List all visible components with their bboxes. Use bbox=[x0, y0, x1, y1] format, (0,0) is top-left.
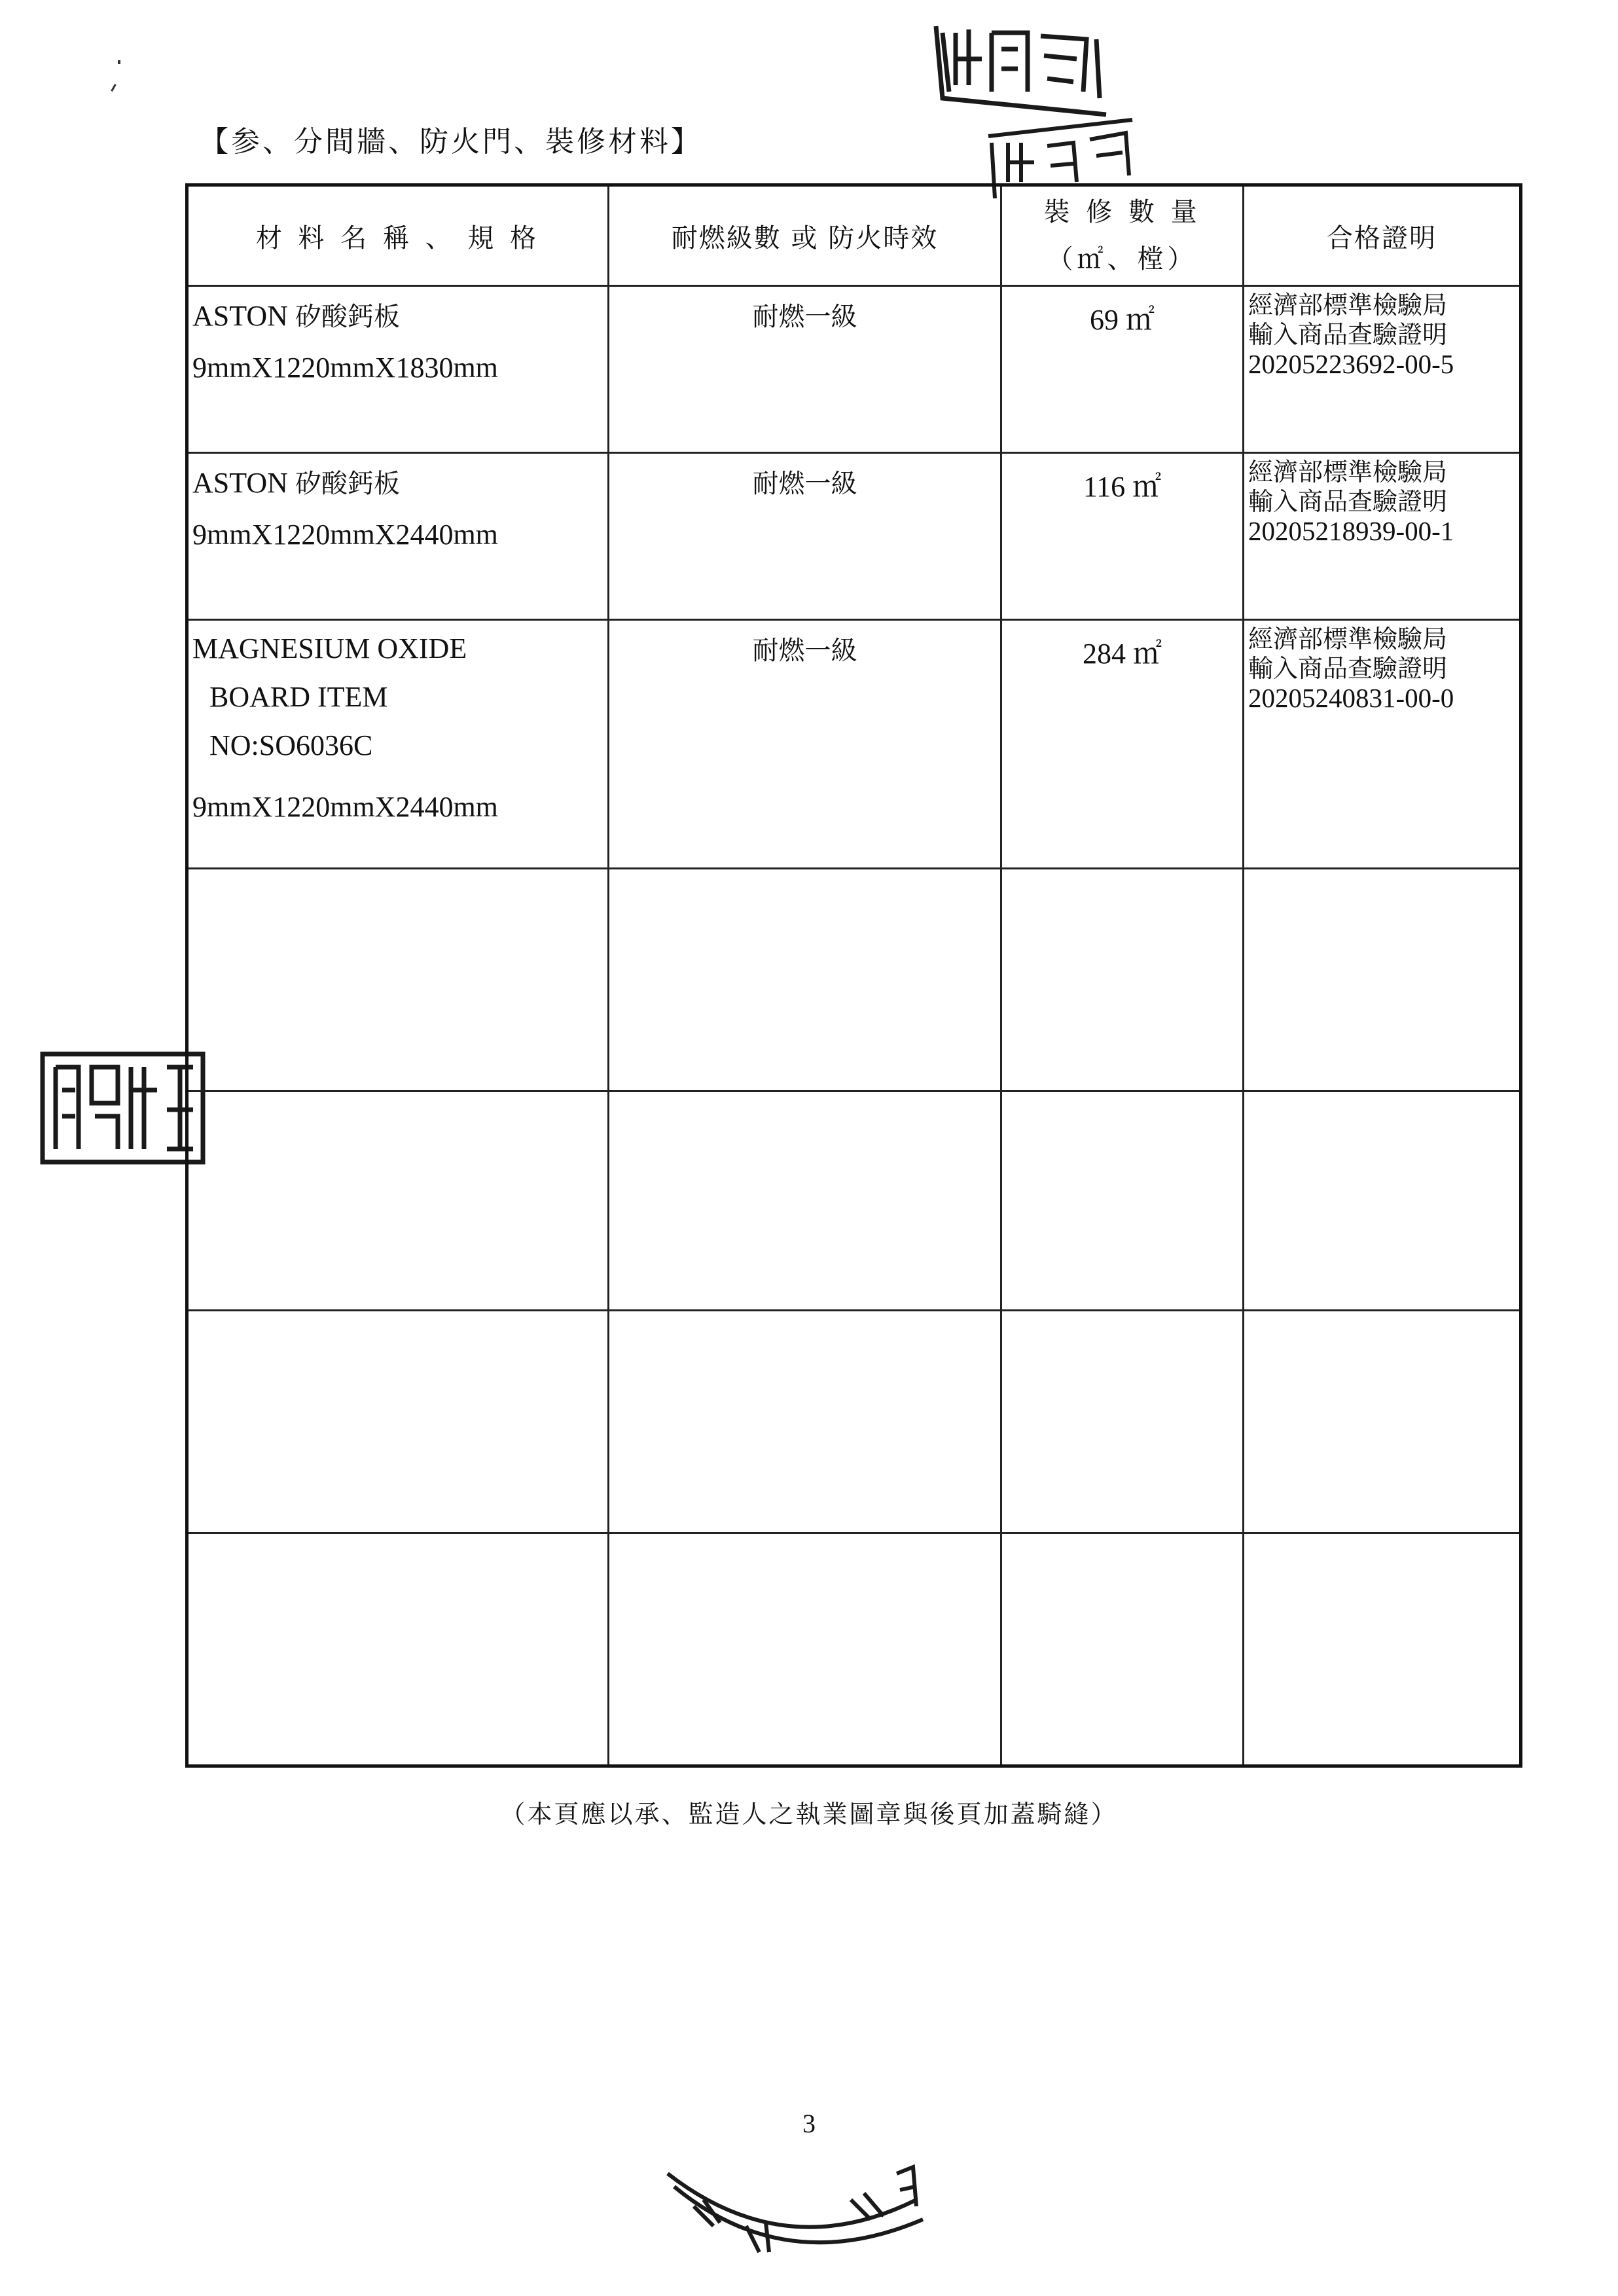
table-row-2-material bbox=[189, 454, 607, 619]
material-brand: ASTON bbox=[192, 300, 288, 332]
seal-stamp-top bbox=[929, 20, 1119, 118]
seal-stamp-bottom bbox=[655, 2160, 929, 2278]
materials-table bbox=[185, 183, 1522, 1768]
certificate-type: 輸入商品查驗證明 bbox=[1248, 654, 1448, 683]
table-row-3-rating bbox=[609, 621, 1000, 867]
table-row-2-rating bbox=[609, 454, 1000, 619]
certificate-type: 輸入商品查驗證明 bbox=[1248, 487, 1448, 516]
material-name-continued: BOARD ITEM bbox=[209, 681, 388, 713]
table-row-3-material bbox=[189, 621, 607, 867]
quantity-value: 116 ㎡ bbox=[1083, 471, 1162, 503]
certificate-type: 輸入商品查驗證明 bbox=[1248, 320, 1448, 349]
table-row-empty bbox=[189, 1311, 1519, 1532]
quantity-value: 69 ㎡ bbox=[1090, 304, 1155, 336]
material-type: 矽酸鈣板 bbox=[295, 302, 400, 332]
page-number: 3 bbox=[802, 2109, 816, 2138]
header-certificate bbox=[1244, 187, 1519, 285]
header-quantity-unit: （㎡、樘） bbox=[1047, 244, 1198, 274]
fire-rating: 耐燃一級 bbox=[752, 302, 857, 332]
table-row-empty bbox=[189, 1534, 1519, 1764]
header-material bbox=[189, 187, 607, 285]
table-row-1-quantity bbox=[1002, 287, 1242, 452]
scan-speck bbox=[118, 60, 120, 64]
material-spec: 9mmX1220mmX2440mm bbox=[192, 519, 498, 551]
material-brand: ASTON bbox=[192, 467, 288, 499]
certificate-number: 20205240831-00-0 bbox=[1248, 683, 1454, 713]
certificate-issuer: 經濟部標準檢驗局 bbox=[1248, 291, 1448, 319]
fire-rating: 耐燃一級 bbox=[752, 636, 857, 666]
table-row-empty bbox=[189, 1092, 1519, 1309]
certificate-issuer: 經濟部標準檢驗局 bbox=[1248, 458, 1448, 486]
header-material-label: 材 料 名 稱 、 規 格 bbox=[255, 223, 541, 253]
header-quantity bbox=[1002, 187, 1242, 285]
spacer bbox=[192, 770, 607, 783]
table-row-1-rating bbox=[609, 287, 1000, 452]
seam-stamp-note: （本頁應以承、監造人之執業圖章與後頁加蓋騎縫） bbox=[500, 1800, 1118, 1829]
material-spec: 9mmX1220mmX1830mm bbox=[192, 352, 498, 384]
table-row-1-material bbox=[189, 287, 607, 452]
table-row-3-certificate bbox=[1244, 621, 1519, 867]
seal-stamp-left bbox=[39, 1051, 206, 1165]
header-rating-label: 耐燃級數 或 防火時效 bbox=[671, 223, 939, 253]
material-type: 矽酸鈣板 bbox=[295, 469, 400, 499]
header-certificate-label: 合格證明 bbox=[1327, 223, 1437, 253]
quantity-value: 284 ㎡ bbox=[1083, 638, 1162, 670]
table-row-2-quantity bbox=[1002, 454, 1242, 619]
table-row-2-certificate bbox=[1244, 454, 1519, 619]
certificate-number: 20205218939-00-1 bbox=[1248, 516, 1454, 546]
table-row-1-certificate bbox=[1244, 287, 1519, 452]
material-spec: 9mmX1220mmX2440mm bbox=[192, 791, 498, 823]
table-row-3-quantity bbox=[1002, 621, 1242, 867]
section-title: 【参、分間牆、防火門、裝修材料】 bbox=[200, 125, 702, 158]
header-rating bbox=[609, 187, 1000, 285]
fire-rating: 耐燃一級 bbox=[752, 469, 857, 499]
table-row-empty bbox=[189, 869, 1519, 1090]
material-item-number: NO:SO6036C bbox=[209, 729, 373, 761]
scan-speck bbox=[111, 84, 117, 92]
certificate-number: 20205223692-00-5 bbox=[1248, 349, 1454, 379]
certificate-issuer: 經濟部標準檢驗局 bbox=[1248, 625, 1448, 653]
header-quantity-label: 裝 修 數 量 bbox=[1043, 197, 1201, 227]
material-name: MAGNESIUM OXIDE bbox=[192, 632, 467, 665]
